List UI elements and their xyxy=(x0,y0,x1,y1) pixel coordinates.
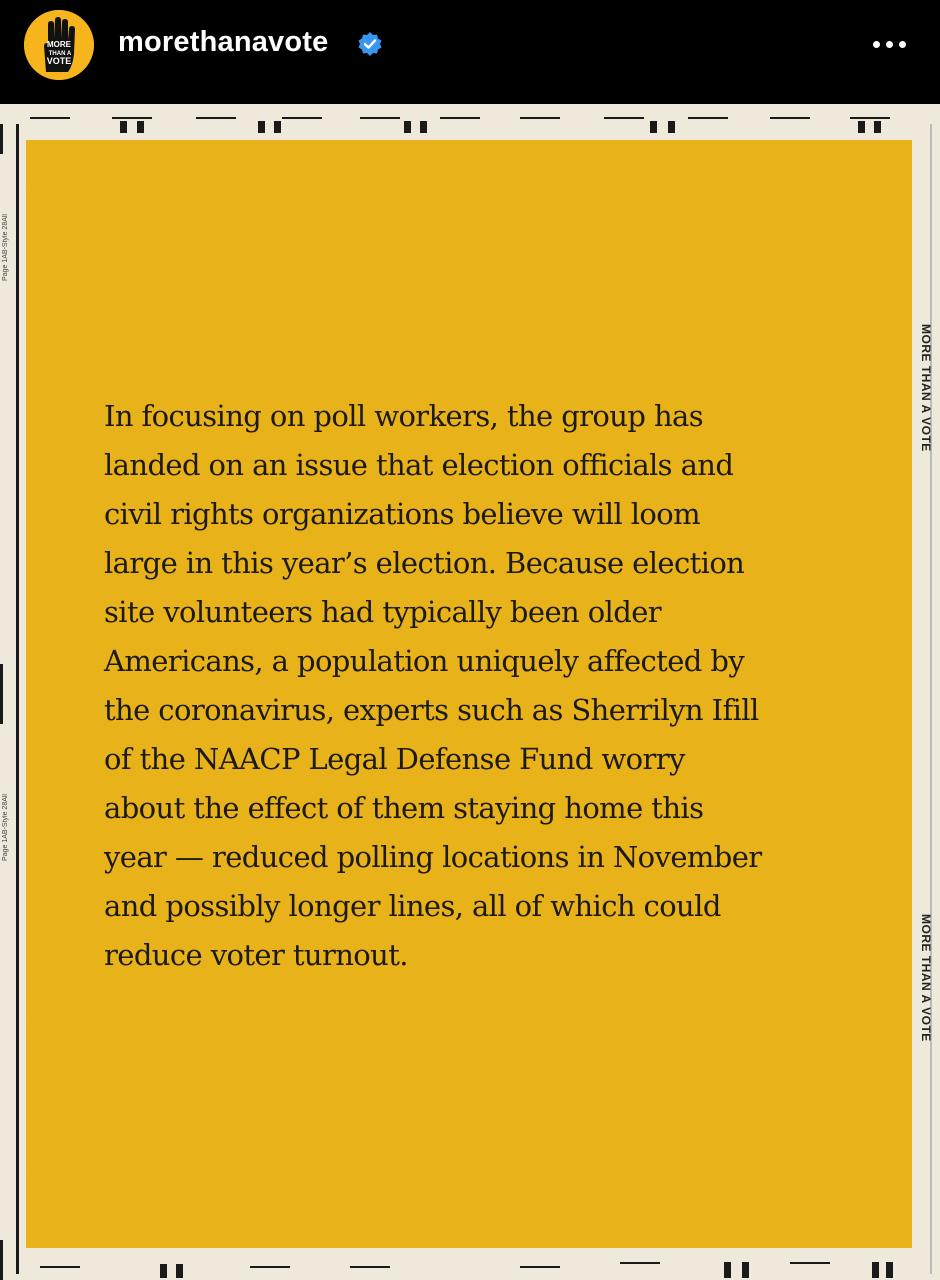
avatar-text-line-1: MORE xyxy=(47,40,71,49)
side-label: MORE THAN A VOTE xyxy=(919,914,933,1042)
article-excerpt: In focusing on poll workers, the group has landed on an issue that election officials and civil rights organizations believe will loom large in this year’s election. Because election site volunteers had typically been older Americans, a population uniquely affected by the coronavirus, experts such as Sherrilyn Ifill of the NAACP Legal Defense Fund worry about the effect of them staying home this year — reduced polling locations in November and possibly longer lines, all of which could reduce voter turnout. xyxy=(104,399,762,972)
page-label: Page 1AB-Style 28All xyxy=(2,794,9,861)
crop-mark xyxy=(790,1262,830,1264)
side-label: MORE THAN A VOTE xyxy=(919,324,933,452)
crop-mark xyxy=(160,1264,167,1278)
profile-avatar[interactable] xyxy=(24,10,94,80)
crop-mark xyxy=(850,117,890,119)
crop-mark xyxy=(650,121,657,133)
crop-mark xyxy=(250,1266,290,1268)
username-link[interactable]: morethanavote xyxy=(118,26,329,58)
crop-mark xyxy=(350,1266,390,1268)
crop-mark xyxy=(196,117,236,119)
crop-mark xyxy=(258,121,265,133)
crop-mark xyxy=(420,121,427,133)
crop-mark xyxy=(620,1262,660,1264)
verified-badge-icon xyxy=(357,31,383,57)
more-options-icon[interactable] xyxy=(870,30,910,60)
post-header xyxy=(0,0,940,104)
crop-mark xyxy=(886,1262,893,1278)
crop-mark xyxy=(520,117,560,119)
crop-mark xyxy=(930,124,932,1274)
avatar-text-line-2: THAN A xyxy=(48,51,72,57)
crop-mark xyxy=(120,121,127,133)
crop-mark xyxy=(858,121,865,133)
crop-mark xyxy=(0,664,3,724)
crop-mark xyxy=(137,121,144,133)
crop-mark xyxy=(872,1262,879,1278)
crop-mark xyxy=(770,117,810,119)
raised-hand-logo-icon xyxy=(24,10,94,80)
crop-mark xyxy=(724,1262,731,1278)
crop-mark xyxy=(0,1240,3,1280)
crop-mark xyxy=(274,121,281,133)
crop-mark xyxy=(404,121,411,133)
crop-mark xyxy=(742,1262,749,1278)
avatar-text-line-3: VOTE xyxy=(46,56,72,66)
crop-mark xyxy=(360,117,400,119)
crop-mark xyxy=(668,121,675,133)
crop-mark xyxy=(688,117,728,119)
crop-mark xyxy=(40,1266,80,1268)
crop-mark xyxy=(176,1264,183,1278)
crop-mark xyxy=(16,124,19,1274)
crop-mark xyxy=(30,117,70,119)
crop-mark xyxy=(0,124,3,154)
crop-mark xyxy=(112,117,152,119)
crop-mark xyxy=(874,121,881,133)
crop-mark xyxy=(520,1266,560,1268)
crop-mark xyxy=(440,117,480,119)
quote-card xyxy=(26,140,912,1248)
crop-mark xyxy=(282,117,322,119)
crop-mark xyxy=(604,117,644,119)
page-label: Page 1AB-Style 28All xyxy=(2,214,9,281)
